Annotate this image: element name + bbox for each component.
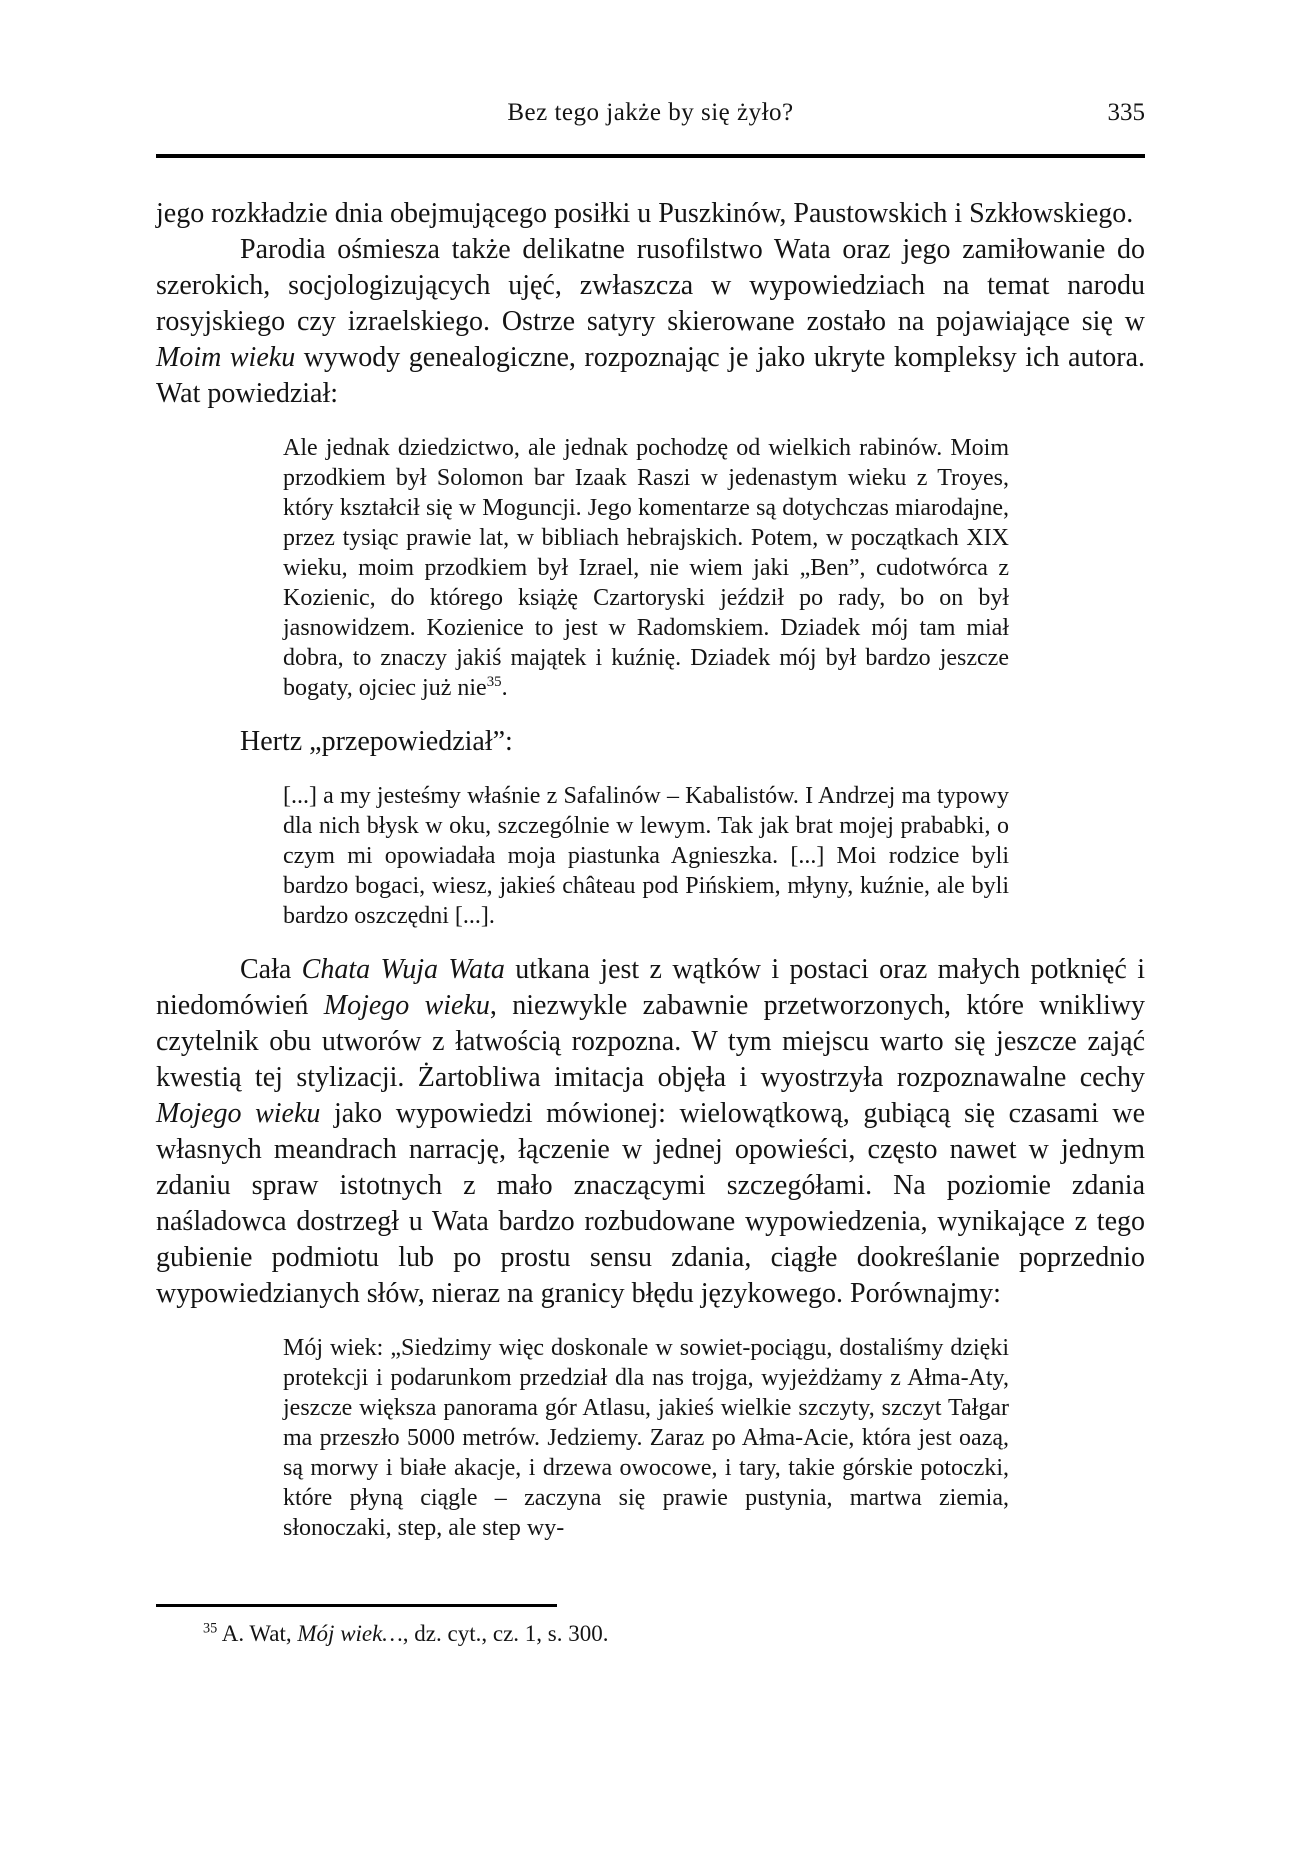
paragraph: Parodia ośmiesza także delikatne rusofilstwo Wata oraz jego zamiłowanie do szerokich, socjologizujących ujęć, zwłaszcza w wypowiedziach na temat narodu rosyjskiego czy izraelskiego. Ostrze satyry skierowane zostało na pojawiające się w Moim wieku wywody genealogiczne, rozpoznając je jako ukryte kompleksy ich autora. Wat powiedział: bbox=[156, 234, 1145, 409]
footnote-text: $^{35}$ A. Wat, Mój wiek…, dz. cyt., cz. 1, s. 300. bbox=[203, 1620, 609, 1646]
paragraph: Hertz „przepowiedział”: bbox=[240, 726, 513, 757]
paragraph: Cała Chata Wuja Wata utkana jest z wątków i postaci oraz małych potknięć i niedomówień Mojego wieku, niezwykle zabawnie przetworzonych, które wnikliwy czytelnik obu utworów z łatwością rozpozna. W tym miejscu warto się jeszcze zająć kwestią tej stylizacji. Żartobliwa imitacja objęła i wyostrzyła rozpoznawalne cechy Mojego wieku jako wypowiedzi mówionej: wielowątkową, gubiącą się czasami we własnych meandrach narrację, łączenie w jednej opowieści, często nawet w jednym zdaniu spraw istotnych z mało znaczącymi szczegółami. Na poziomie zdania naśladowca dostrzegł u Wata bardzo rozbudowane wypowiedzenia, wynikające z tego gubienie podmiotu lub po prostu sensu zdania, ciągłe dookreślanie poprzednio wypowiedzianych słów, nieraz na granicy błędu językowego. Porównajmy: bbox=[156, 954, 1145, 1309]
blockquote: Mój wiek: „Siedzimy więc doskonale w sowiet-pociągu, dostaliśmy dzięki protekcji i podarunkom przedział dla nas trojga, wyjeżdżamy z Ałma-Aty, jeszcze większa panorama gór Atlasu, jakieś wielkie szczyty, szczyt Tałgar ma przeszło 5000 metrów. Jedziemy. Zaraz po Ałma-Acie, która jest oazą, są morwy i białe akacje, i drzewa owocowe, i tary, takie górskie potoczki, które płyną ciągle – zaczyna się prawie pustynia, martwa ziemia, słonoczaki, step, ale step wy- bbox=[283, 1335, 1009, 1541]
text-body bbox=[156, 196, 1145, 1543]
footnote-rule bbox=[156, 1604, 557, 1607]
blockquote: [...] a my jesteśmy właśnie z Safalinów – Kabalistów. I Andrzej ma typowy dla nich błysk w oku, szczególnie w lewym. Tak jak brat mojej prababki, o czym mi opowiadała moja piastunka Agnieszka. [...] Moi rodzice byli bardzo bogaci, wiesz, jakieś château pod Pińskiem, młyny, kuźnie, ale byli bardzo oszczędni [...]. bbox=[283, 783, 1009, 929]
paragraph: jego rozkładzie dnia obejmującego posiłki u Puszkinów, Paustowskich i Szkłowskiego. bbox=[156, 198, 1134, 229]
running-header bbox=[156, 98, 1145, 132]
footnote-area bbox=[156, 1604, 1145, 1671]
page-number: 335 bbox=[1107, 99, 1145, 126]
blockquote: Ale jednak dziedzictwo, ale jednak pochodzę od wielkich rabinów. Moim przodkiem był Solomon bar Izaak Raszi w jedenastym wieku z Troyes, który kształcił się w Moguncji. Jego komentarze są dotychczas miarodajne, przez tysiąc prawie lat, w bibliach hebrajskich. Potem, w początkach XIX wieku, moim przodkiem był Izrael, nie wiem jaki „Ben”, cudotwórca z Kozienic, do którego książę Czartoryski jeździł po rady, bo on był jasnowidzem. Kozienice to jest w Radomskiem. Dziadek mój tam miał dobra, to znaczy jakiś majątek i kuźnię. Dziadek mój był bardzo jeszcze bogaty, ojciec już nie$^{35}$. bbox=[283, 435, 1009, 701]
header-rule bbox=[156, 154, 1145, 158]
running-header-title: Bez tego jakże by się żyło? bbox=[507, 99, 794, 126]
page-content bbox=[156, 98, 1145, 1564]
